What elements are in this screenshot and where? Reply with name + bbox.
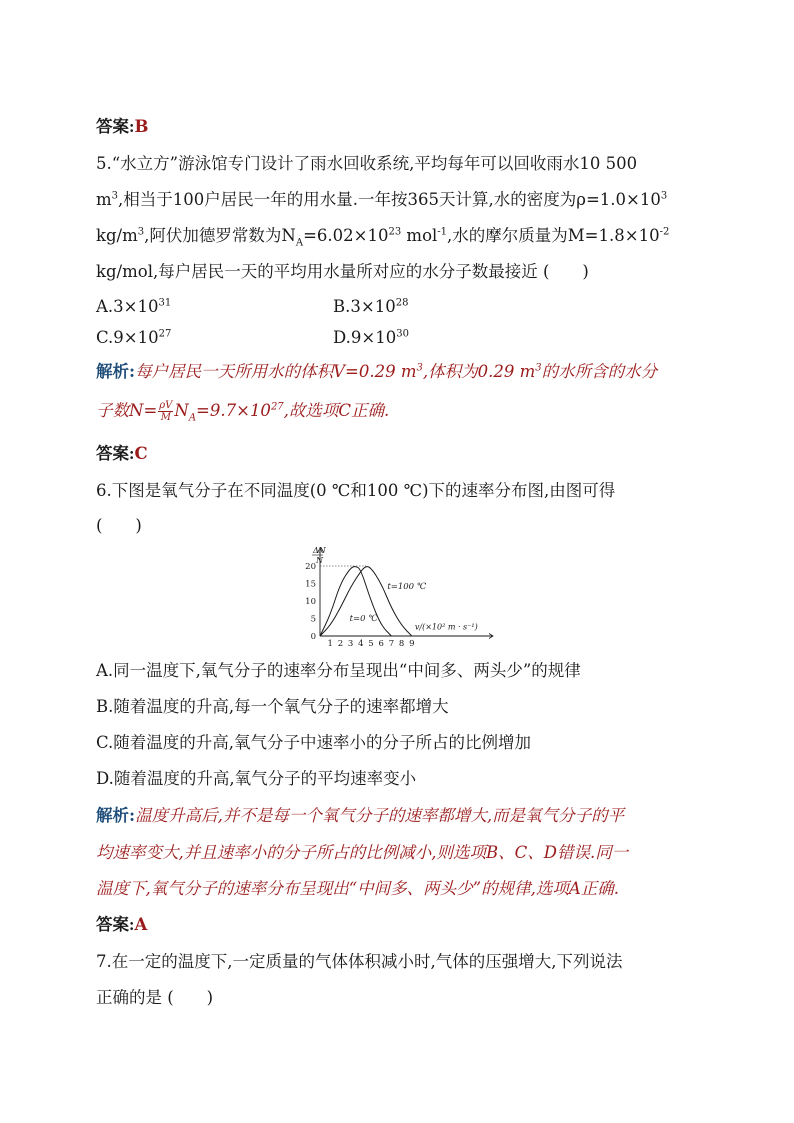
series-line-0C	[320, 567, 391, 636]
x-axis-label: v/(×10² m · s⁻¹)	[414, 622, 478, 632]
answer-label: 答案:	[96, 117, 135, 136]
q6-line-2: ( )	[96, 516, 142, 535]
answer-q5: 答案:C	[96, 444, 148, 463]
q5-option-c: $C.9\times 10^{27}$	[96, 328, 172, 347]
y-tick-label: 10	[305, 597, 316, 607]
answer-q6: 答案:A	[96, 915, 148, 934]
q5-line-3: $kg/m^3$,阿伏加德罗常数为$N_A=6.02\times 10^{23}$ mol$^{-1}$,水的摩尔质量为$M=1.8\times 10^{-2}$	[96, 226, 670, 249]
y-tick-label: 15	[305, 579, 316, 590]
q6-option-b: B.随着温度的升高,每一个氧气分子的速率都增大	[96, 697, 449, 716]
y-tick-label: 5	[310, 614, 316, 625]
y-tick-label: 0	[310, 632, 316, 642]
q7-line-1: 7.在一定的温度下,一定质量的气体体积减小时,气体的压强增大,下列说法	[96, 952, 623, 971]
answer-q4	[96, 116, 148, 138]
x-tick-label: 7	[388, 639, 395, 649]
x-tick-label: 2	[337, 639, 344, 649]
q6-line-1: 6.下图是氧气分子在不同温度(0 ℃和100 ℃)下的速率分布图,由图可得	[96, 481, 616, 500]
q5-line-2: $m^3$,相当于100户居民一年的用水量.一年按365天计算,水的密度为$\rho=1.0\times 10^3$	[96, 190, 668, 209]
fraction: $\frac{\rho V}{M}$	[159, 400, 173, 423]
y-axis-label-numerator: ΔN	[313, 546, 326, 555]
q6-explanation-line-1: 解析:温度升高后,并不是每一个氧气分子的速率都增大,而是氧气分子的平	[96, 806, 625, 825]
q5-line-1: 5.“水立方”游泳馆专门设计了雨水回收系统,平均每年可以回收雨水10 500	[96, 154, 638, 173]
q5-line-4: kg/mol,每户居民一天的平均用水量所对应的水分子数最接近 ( )	[96, 262, 589, 281]
x-tick-label: 8	[398, 639, 405, 649]
x-tick-label: 5	[368, 639, 374, 649]
q6-option-d: D.随着温度的升高,氧气分子的平均速率变小	[96, 769, 417, 788]
q6-option-a: A.同一温度下,氧气分子的速率分布呈现出“中间多、两头少”的规律	[96, 661, 581, 680]
q6-option-c: C.随着温度的升高,氧气分子中速率小的分子所占的比例增加	[96, 733, 532, 752]
q7-line-2: 正确的是 ( )	[96, 988, 214, 1007]
explanation-label: 解析:	[96, 362, 136, 381]
label-t100: t=100 ℃	[387, 581, 427, 592]
x-tick-label: 9	[409, 639, 415, 649]
q6-explanation-line-2: 均速率变大,并且速率小的分子所占的比例减小,则选项B、C、D错误.同一	[96, 843, 629, 862]
speed-distribution-chart	[296, 544, 506, 650]
label-t0: t=0 ℃	[349, 613, 378, 624]
answer-value: B	[134, 117, 149, 136]
series-line-100C	[320, 567, 412, 636]
x-tick-label: 3	[347, 639, 354, 649]
y-tick-label: 20	[305, 562, 316, 572]
q5-option-a: $A.3\times 10^{31}$	[96, 297, 172, 316]
q6-explanation-line-3: 温度下,氧气分子的速率分布呈现出“中间多、两头少”的规律,选项A正确.	[96, 879, 620, 898]
q5-explanation-line-1: 解析:每户居民一天所用水的体积V=0.29 $m^3$,体积为0.29 $m^3$的水所含的水分	[96, 362, 658, 381]
x-tick-label: 1	[327, 639, 333, 649]
q5-option-d: $D.9\times 10^{30}$	[333, 328, 409, 347]
y-axis-label-denominator: N	[316, 556, 323, 565]
q5-explanation-line-2: 子数N= $\frac{\rho V}{M}$ $N_A=9.7\times 10^{27}$,故选项C正确.	[96, 400, 390, 424]
x-tick-label: 4	[358, 639, 364, 649]
x-tick-label: 6	[378, 639, 384, 649]
q5-option-b: $B.3\times 10^{28}$	[333, 297, 409, 316]
